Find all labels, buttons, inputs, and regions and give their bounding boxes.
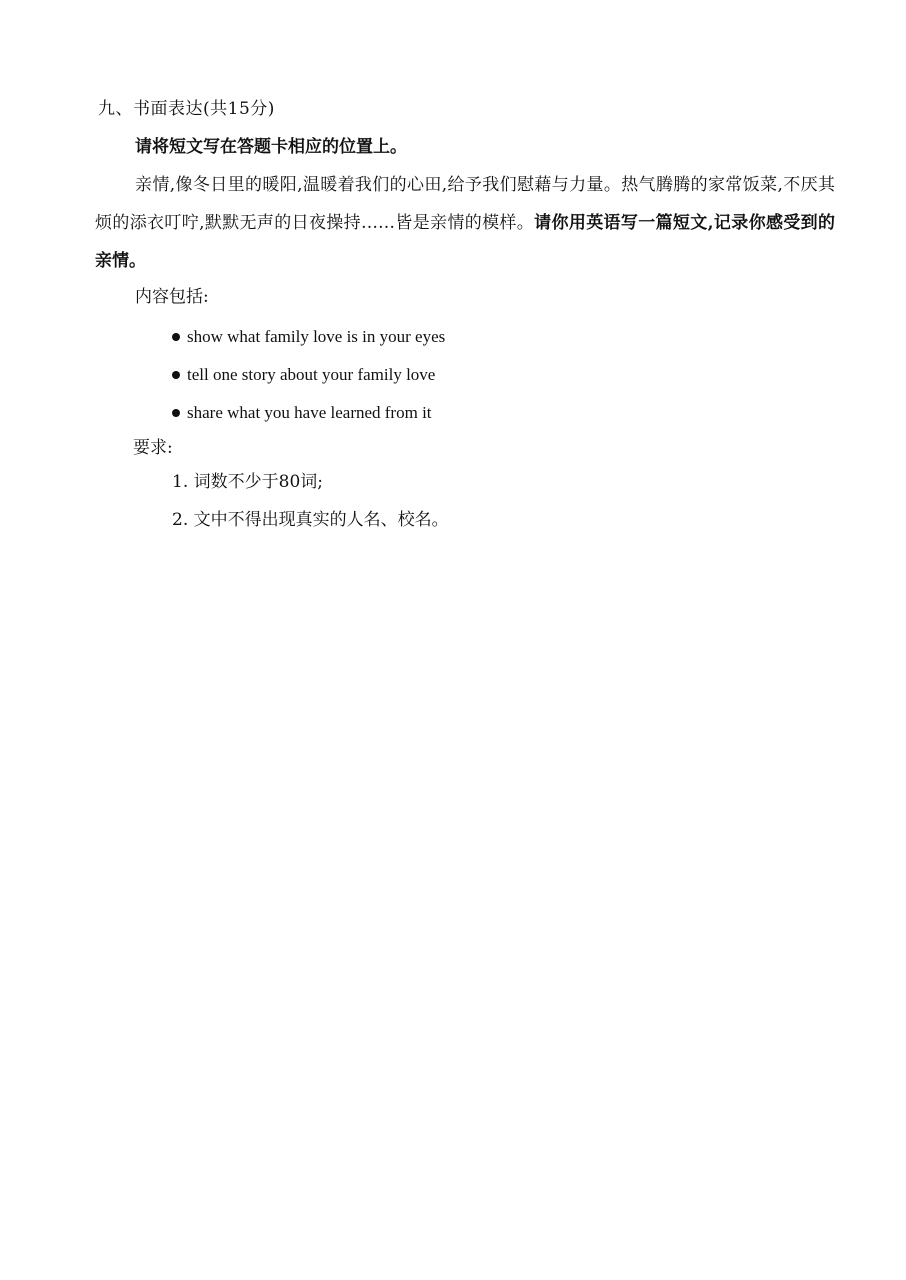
prompt-description: 亲情,像冬日里的暖阳,温暖着我们的心田,给予我们慰藉与力量。热气腾腾的家常饭菜,不厌其烦的添衣叮咛,默默无声的日夜操持……皆是亲情的模样。: [95, 175, 835, 233]
content-list: [172, 318, 445, 432]
writing-prompt: [95, 166, 835, 280]
bullet-icon: [172, 371, 180, 379]
bullet-icon: [172, 333, 180, 341]
content-label: 内容包括:: [135, 287, 209, 307]
list-item: [172, 318, 445, 356]
content-item-text: share what you have learned from it: [187, 403, 432, 422]
bullet-icon: [172, 409, 180, 417]
answer-instruction: 请将短文写在答题卡相应的位置上。: [135, 137, 407, 157]
requirement-item: 1. 词数不少于80词;: [172, 472, 323, 492]
content-item-text: show what family love is in your eyes: [187, 327, 446, 346]
requirement-item: 2. 文中不得出现真实的人名、校名。: [172, 510, 449, 530]
list-item: [172, 394, 445, 432]
requirements-list: [172, 470, 449, 546]
content-item-text: tell one story about your family love: [187, 365, 436, 384]
section-title: 九、书面表达(共15分): [98, 99, 275, 119]
list-item: [172, 356, 445, 394]
requirements-label: 要求:: [133, 438, 173, 458]
prompt-task: 请你用英语写一篇短文,记录你感受到的亲情。: [95, 213, 835, 271]
